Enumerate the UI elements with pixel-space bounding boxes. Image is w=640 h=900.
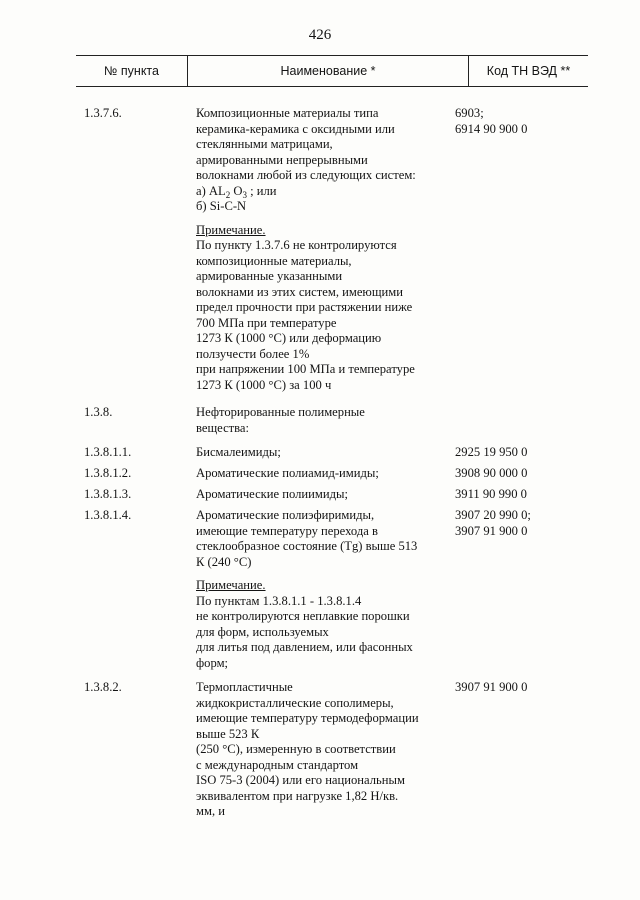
code-line: 6914 90 900 0 [455,121,528,136]
note-line: предел прочности при растяжении ниже [196,300,413,314]
name-line: Нефторированные полимерные [196,405,365,419]
name-line: волокнами любой из следующих систем: [196,168,416,182]
item-name [196,466,446,482]
code-line: 3911 90 990 0 [455,487,527,501]
name-line: вещества: [196,420,250,435]
name-line: армированными непрерывными [196,152,368,167]
name-line: Ароматические полиимиды; [196,487,348,501]
note-line: армированные указанными [196,269,343,283]
item-name [196,405,446,436]
header-name: Наименование * [280,64,376,78]
code-line: 3907 91 900 0 [455,680,528,694]
item-number: 1.3.8.1.2. [84,466,132,480]
name-line: (250 °С), измеренную в соответствии [196,742,396,756]
name-line: ISO 75-3 (2004) или его национальным [196,773,405,787]
note-line: композиционные материалы, [196,253,352,268]
name-line: Ароматические полиэфиримиды, [196,508,375,522]
name-line: жидкокристаллические сополимеры, [196,695,394,710]
note-line: По пункту 1.3.7.6 не контролируются [196,238,397,252]
name-line: Композиционные материалы типа [196,106,379,120]
note-line: при напряжении 100 МПа и температуре [196,362,415,376]
code-line: 3908 90 000 0 [455,466,528,480]
page-number: 426 [308,27,332,43]
name-line: с международным стандартом [196,757,359,772]
item-number: 1.3.8.1.3. [84,487,132,501]
note-line: ползучести более 1% [196,346,310,361]
code-line: 3907 20 990 0; [455,508,531,522]
name-line: керамика-керамика с оксидными или [196,121,395,136]
item-name [196,508,446,671]
header-item-number: № пункта [104,64,159,78]
item-code [455,445,585,461]
name-line: стеклянными матрицами, [196,137,333,151]
item-code [455,106,585,137]
item-name [196,487,446,503]
note-title: Примечание. [196,578,266,592]
item-number: 1.3.8.2. [84,680,122,694]
note [196,578,446,671]
name-line: Ароматические полиамид-имиды; [196,466,379,480]
item-name [196,106,446,393]
name-line: Термопластичные [196,680,293,694]
item-number: 1.3.8.1.1. [84,445,132,459]
name-line: Бисмалеимиды; [196,445,281,459]
note-title: Примечание. [196,222,266,237]
note-line: форм; [196,655,229,670]
item-code [455,466,585,482]
name-line: имеющие температуру термодеформации [196,711,419,725]
name-line: стеклообразное состояние (Tg) выше 513 [196,539,418,553]
item-number: 1.3.8.1.4. [84,508,132,522]
header-code: Код ТН ВЭД ** [486,64,571,78]
note-line: 700 МПа при температуре [196,315,337,330]
note-line: 1273 К (1000 °С) или деформацию [196,331,382,345]
note [196,223,446,394]
item-number: 1.3.7.6. [84,106,122,120]
code-line: 3907 91 900 0 [455,523,528,538]
item-code [455,508,585,539]
name-line: выше 523 К [196,726,260,741]
item-name [196,680,446,820]
code-line: 6903; [455,106,484,120]
name-line: эквивалентом при нагрузке 1,82 Н/кв. [196,788,399,803]
option-b: б) Si-C-N [196,199,247,213]
option-a: а) $AL_2$ $O_3$ ; или [196,183,277,200]
item-code [455,487,585,503]
code-line: 2925 19 950 0 [455,445,528,459]
item-number: 1.3.8. [84,405,113,419]
item-code [455,680,585,696]
note-line: По пунктам 1.3.8.1.1 - 1.3.8.1.4 [196,593,362,608]
note-line: для литья под давлением, или фасонных [196,640,413,654]
name-line: К (240 °С) [196,554,252,569]
item-name [196,445,446,461]
name-line: мм, и [196,804,225,818]
note-line: 1273 К (1000 °С) за 100 ч [196,377,332,392]
note-line: для форм, используемых [196,624,329,639]
note-line: не контролируются неплавкие порошки [196,609,410,623]
note-line: волокнами из этих систем, имеющими [196,284,403,299]
name-line: имеющие температуру перехода в [196,523,378,538]
